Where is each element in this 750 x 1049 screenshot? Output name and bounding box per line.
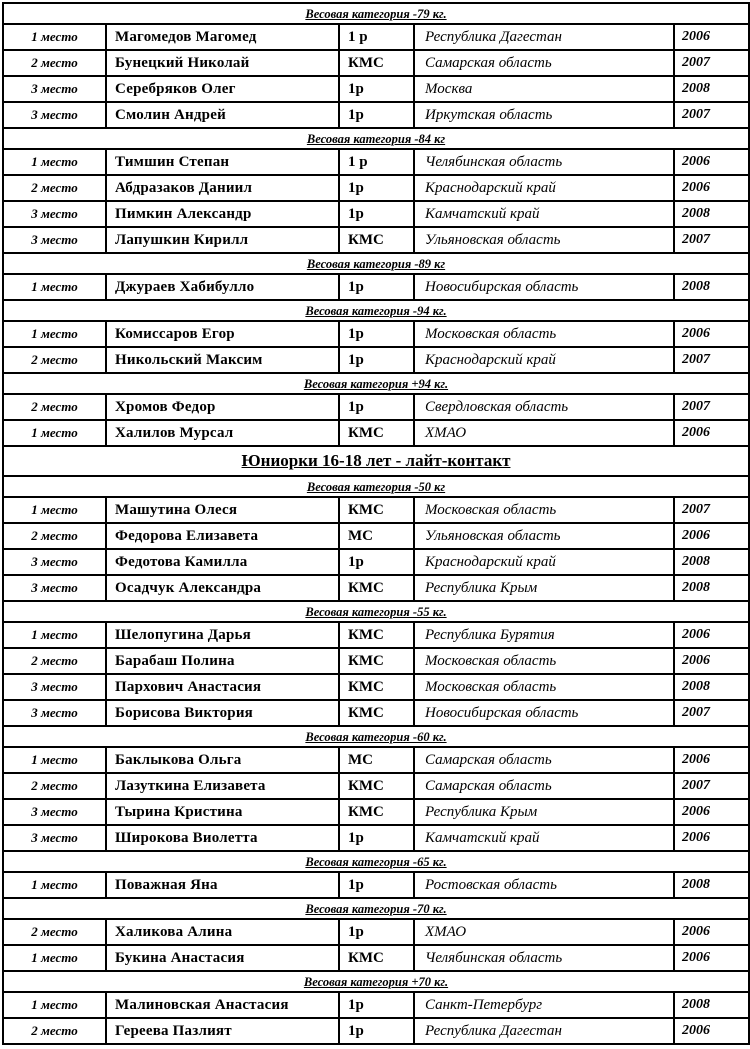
- weight-category-title: Весовая категория -55 кг.: [3, 601, 749, 622]
- place-cell: 2 место: [3, 394, 106, 420]
- athlete-name-cell: Тырина Кристина: [106, 799, 339, 825]
- athlete-name-cell: Комиссаров Егор: [106, 321, 339, 347]
- place-cell: 3 место: [3, 201, 106, 227]
- result-row: [3, 76, 749, 102]
- region-cell: Московская область: [414, 648, 674, 674]
- athlete-name-cell: Поважная Яна: [106, 872, 339, 898]
- place-cell: 1 место: [3, 420, 106, 446]
- region-cell: Московская область: [414, 497, 674, 523]
- rank-cell: КМС: [339, 773, 414, 799]
- weight-category-title: Весовая категория -65 кг.: [3, 851, 749, 872]
- weight-category-title: Весовая категория -70 кг.: [3, 898, 749, 919]
- year-cell: 2008: [674, 575, 749, 601]
- region-cell: Краснодарский край: [414, 175, 674, 201]
- athlete-name-cell: Серебряков Олег: [106, 76, 339, 102]
- region-cell: Республика Дагестан: [414, 24, 674, 50]
- place-cell: 1 место: [3, 321, 106, 347]
- year-cell: 2006: [674, 1018, 749, 1044]
- region-cell: Республика Крым: [414, 799, 674, 825]
- year-cell: 2006: [674, 175, 749, 201]
- region-cell: Ульяновская область: [414, 523, 674, 549]
- rank-cell: 1р: [339, 347, 414, 373]
- rank-cell: 1 р: [339, 24, 414, 50]
- place-cell: 3 место: [3, 227, 106, 253]
- region-cell: ХМАО: [414, 420, 674, 446]
- result-row: [3, 102, 749, 128]
- athlete-name-cell: Широкова Виолетта: [106, 825, 339, 851]
- athlete-name-cell: Гереева Пазлият: [106, 1018, 339, 1044]
- place-cell: 3 место: [3, 825, 106, 851]
- rank-cell: КМС: [339, 497, 414, 523]
- place-cell: 2 место: [3, 523, 106, 549]
- result-row: [3, 420, 749, 446]
- result-row: [3, 919, 749, 945]
- place-cell: 1 место: [3, 274, 106, 300]
- athlete-name-cell: Барабаш Полина: [106, 648, 339, 674]
- year-cell: 2006: [674, 919, 749, 945]
- rank-cell: КМС: [339, 575, 414, 601]
- rank-cell: 1р: [339, 992, 414, 1018]
- place-cell: 2 место: [3, 175, 106, 201]
- region-cell: Самарская область: [414, 50, 674, 76]
- region-cell: Свердловская область: [414, 394, 674, 420]
- result-row: [3, 201, 749, 227]
- weight-category-row: [3, 898, 749, 919]
- athlete-name-cell: Машутина Олеся: [106, 497, 339, 523]
- rank-cell: КМС: [339, 420, 414, 446]
- year-cell: 2006: [674, 622, 749, 648]
- athlete-name-cell: Лазуткина Елизавета: [106, 773, 339, 799]
- region-cell: Камчатский край: [414, 201, 674, 227]
- year-cell: 2006: [674, 648, 749, 674]
- result-row: [3, 773, 749, 799]
- weight-category-row: [3, 128, 749, 149]
- rank-cell: 1р: [339, 102, 414, 128]
- athlete-name-cell: Шелопугина Дарья: [106, 622, 339, 648]
- rank-cell: КМС: [339, 227, 414, 253]
- result-row: [3, 648, 749, 674]
- region-cell: Челябинская область: [414, 945, 674, 971]
- result-row: [3, 945, 749, 971]
- weight-category-row: [3, 726, 749, 747]
- weight-category-row: [3, 601, 749, 622]
- athlete-name-cell: Малиновская Анастасия: [106, 992, 339, 1018]
- result-row: [3, 872, 749, 898]
- year-cell: 2006: [674, 747, 749, 773]
- weight-category-title: Весовая категория +94 кг.: [3, 373, 749, 394]
- place-cell: 1 место: [3, 872, 106, 898]
- place-cell: 2 место: [3, 648, 106, 674]
- athlete-name-cell: Бунецкий Николай: [106, 50, 339, 76]
- weight-category-title: Весовая категория -94 кг.: [3, 300, 749, 321]
- rank-cell: 1р: [339, 321, 414, 347]
- result-row: [3, 394, 749, 420]
- place-cell: 3 место: [3, 674, 106, 700]
- athlete-name-cell: Смолин Андрей: [106, 102, 339, 128]
- athlete-name-cell: Букина Анастасия: [106, 945, 339, 971]
- athlete-name-cell: Хромов Федор: [106, 394, 339, 420]
- result-row: [3, 274, 749, 300]
- year-cell: 2007: [674, 102, 749, 128]
- region-cell: Новосибирская область: [414, 700, 674, 726]
- result-row: [3, 747, 749, 773]
- rank-cell: 1 р: [339, 149, 414, 175]
- year-cell: 2006: [674, 523, 749, 549]
- rank-cell: КМС: [339, 674, 414, 700]
- year-cell: 2008: [674, 201, 749, 227]
- region-cell: Москва: [414, 76, 674, 102]
- rank-cell: 1р: [339, 549, 414, 575]
- region-cell: Краснодарский край: [414, 347, 674, 373]
- athlete-name-cell: Тимшин Степан: [106, 149, 339, 175]
- weight-category-row: [3, 476, 749, 497]
- region-cell: Самарская область: [414, 773, 674, 799]
- year-cell: 2007: [674, 347, 749, 373]
- year-cell: 2007: [674, 497, 749, 523]
- result-row: [3, 622, 749, 648]
- place-cell: 1 место: [3, 992, 106, 1018]
- athlete-name-cell: Баклыкова Ольга: [106, 747, 339, 773]
- year-cell: 2008: [674, 76, 749, 102]
- rank-cell: КМС: [339, 799, 414, 825]
- rank-cell: 1р: [339, 175, 414, 201]
- athlete-name-cell: Пимкин Александр: [106, 201, 339, 227]
- athlete-name-cell: Абдразаков Даниил: [106, 175, 339, 201]
- rank-cell: 1р: [339, 919, 414, 945]
- rank-cell: КМС: [339, 945, 414, 971]
- place-cell: 1 место: [3, 24, 106, 50]
- place-cell: 2 место: [3, 50, 106, 76]
- rank-cell: 1р: [339, 76, 414, 102]
- athlete-name-cell: Пархович Анастасия: [106, 674, 339, 700]
- year-cell: 2008: [674, 992, 749, 1018]
- weight-category-title: Весовая категория +70 кг.: [3, 971, 749, 992]
- year-cell: 2006: [674, 420, 749, 446]
- year-cell: 2006: [674, 321, 749, 347]
- weight-category-title: Весовая категория -79 кг.: [3, 3, 749, 24]
- region-cell: Иркутская область: [414, 102, 674, 128]
- region-cell: Челябинская область: [414, 149, 674, 175]
- year-cell: 2007: [674, 227, 749, 253]
- place-cell: 3 место: [3, 549, 106, 575]
- athlete-name-cell: Осадчук Александра: [106, 575, 339, 601]
- place-cell: 1 место: [3, 497, 106, 523]
- year-cell: 2006: [674, 945, 749, 971]
- place-cell: 3 место: [3, 799, 106, 825]
- athlete-name-cell: Халилов Мурсал: [106, 420, 339, 446]
- athlete-name-cell: Никольский Максим: [106, 347, 339, 373]
- place-cell: 2 место: [3, 347, 106, 373]
- result-row: [3, 523, 749, 549]
- rank-cell: КМС: [339, 622, 414, 648]
- weight-category-title: Весовая категория -89 кг: [3, 253, 749, 274]
- weight-category-row: [3, 253, 749, 274]
- athlete-name-cell: Лапушкин Кирилл: [106, 227, 339, 253]
- weight-category-title: Весовая категория -50 кг: [3, 476, 749, 497]
- region-cell: Республика Бурятия: [414, 622, 674, 648]
- rank-cell: 1р: [339, 274, 414, 300]
- athlete-name-cell: Борисова Виктория: [106, 700, 339, 726]
- year-cell: 2007: [674, 700, 749, 726]
- place-cell: 1 место: [3, 747, 106, 773]
- weight-category-title: Весовая категория -60 кг.: [3, 726, 749, 747]
- rank-cell: МС: [339, 747, 414, 773]
- weight-category-row: [3, 300, 749, 321]
- place-cell: 2 место: [3, 773, 106, 799]
- year-cell: 2007: [674, 394, 749, 420]
- rank-cell: КМС: [339, 700, 414, 726]
- result-row: [3, 575, 749, 601]
- athlete-name-cell: Федотова Камилла: [106, 549, 339, 575]
- region-cell: Новосибирская область: [414, 274, 674, 300]
- region-cell: Республика Дагестан: [414, 1018, 674, 1044]
- rank-cell: МС: [339, 523, 414, 549]
- weight-category-row: [3, 851, 749, 872]
- place-cell: 3 место: [3, 700, 106, 726]
- region-cell: Московская область: [414, 674, 674, 700]
- year-cell: 2008: [674, 872, 749, 898]
- place-cell: 2 место: [3, 1018, 106, 1044]
- rank-cell: 1р: [339, 825, 414, 851]
- place-cell: 1 место: [3, 622, 106, 648]
- athlete-name-cell: Федорова Елизавета: [106, 523, 339, 549]
- result-row: [3, 700, 749, 726]
- region-cell: Московская область: [414, 321, 674, 347]
- result-row: [3, 347, 749, 373]
- result-row: [3, 149, 749, 175]
- region-cell: Камчатский край: [414, 825, 674, 851]
- place-cell: 3 место: [3, 102, 106, 128]
- year-cell: 2006: [674, 149, 749, 175]
- result-row: [3, 227, 749, 253]
- place-cell: 3 место: [3, 575, 106, 601]
- year-cell: 2008: [674, 274, 749, 300]
- place-cell: 2 место: [3, 919, 106, 945]
- year-cell: 2007: [674, 50, 749, 76]
- weight-category-title: Весовая категория -84 кг: [3, 128, 749, 149]
- place-cell: 3 место: [3, 76, 106, 102]
- year-cell: 2008: [674, 549, 749, 575]
- year-cell: 2006: [674, 825, 749, 851]
- region-cell: ХМАО: [414, 919, 674, 945]
- year-cell: 2007: [674, 773, 749, 799]
- result-row: [3, 992, 749, 1018]
- year-cell: 2008: [674, 674, 749, 700]
- group-header-title: Юниорки 16-18 лет - лайт-контакт: [3, 446, 749, 476]
- athlete-name-cell: Халикова Алина: [106, 919, 339, 945]
- results-table: [2, 2, 750, 1045]
- region-cell: Республика Крым: [414, 575, 674, 601]
- rank-cell: 1р: [339, 1018, 414, 1044]
- result-row: [3, 1018, 749, 1044]
- results-table-body: [3, 3, 749, 1044]
- rank-cell: 1р: [339, 201, 414, 227]
- result-row: [3, 825, 749, 851]
- region-cell: Ростовская область: [414, 872, 674, 898]
- result-row: [3, 175, 749, 201]
- result-row: [3, 24, 749, 50]
- athlete-name-cell: Магомедов Магомед: [106, 24, 339, 50]
- place-cell: 1 место: [3, 149, 106, 175]
- weight-category-row: [3, 373, 749, 394]
- region-cell: Самарская область: [414, 747, 674, 773]
- rank-cell: КМС: [339, 648, 414, 674]
- region-cell: Санкт-Петербург: [414, 992, 674, 1018]
- weight-category-row: [3, 971, 749, 992]
- result-row: [3, 321, 749, 347]
- year-cell: 2006: [674, 799, 749, 825]
- result-row: [3, 674, 749, 700]
- year-cell: 2006: [674, 24, 749, 50]
- result-row: [3, 497, 749, 523]
- athlete-name-cell: Джураев Хабибулло: [106, 274, 339, 300]
- region-cell: Ульяновская область: [414, 227, 674, 253]
- place-cell: 1 место: [3, 945, 106, 971]
- rank-cell: 1р: [339, 394, 414, 420]
- rank-cell: 1р: [339, 872, 414, 898]
- weight-category-row: [3, 3, 749, 24]
- region-cell: Краснодарский край: [414, 549, 674, 575]
- rank-cell: КМС: [339, 50, 414, 76]
- result-row: [3, 50, 749, 76]
- group-header-row: [3, 446, 749, 476]
- result-row: [3, 799, 749, 825]
- result-row: [3, 549, 749, 575]
